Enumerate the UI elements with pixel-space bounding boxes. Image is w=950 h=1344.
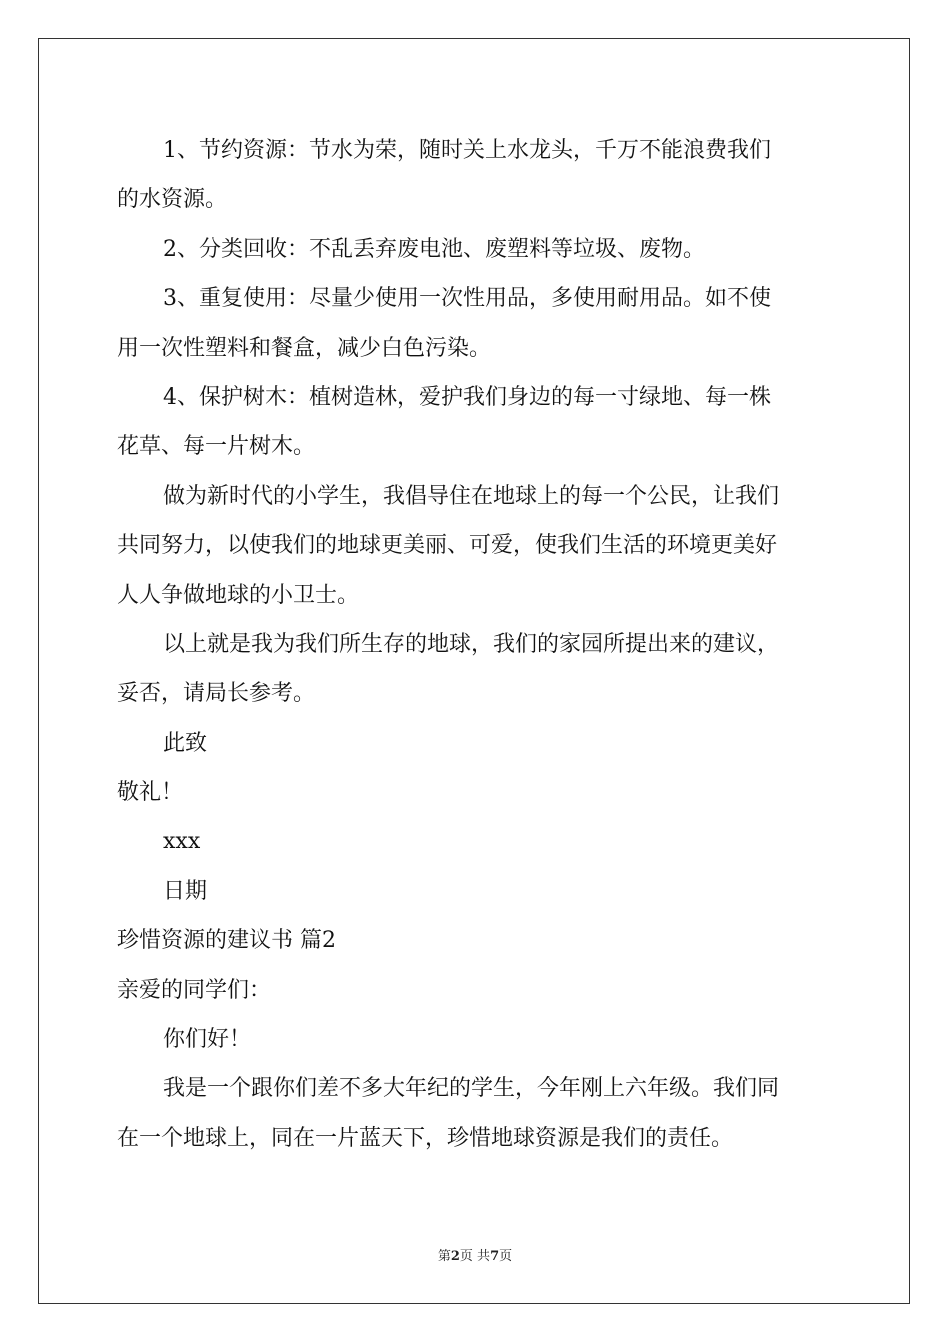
- paragraph-line: 人人争做地球的小卫士。: [117, 582, 360, 608]
- paragraph-line: 2、分类回收：不乱丢弃废电池、废塑料等垃圾、废物。: [163, 236, 705, 262]
- closing-salutation: 此致: [163, 730, 208, 756]
- greeting-hello: 你们好！: [163, 1027, 252, 1053]
- paragraph-line: 在一个地球上，同在一片蓝天下，珍惜地球资源是我们的责任。: [117, 1125, 734, 1151]
- paragraph-line: 用一次性塑料和餐盒，减少白色污染。: [117, 335, 492, 361]
- paragraph-line: 1、节约资源：节水为荣，随时关上水龙头，千万不能浪费我们: [163, 138, 771, 163]
- paragraph-line: 做为新时代的小学生，我倡导住在地球上的每一个公民，让我们: [163, 483, 780, 509]
- paragraph-line: 妥否，请局长参考。: [117, 681, 316, 707]
- signature-name: xxx: [163, 829, 201, 855]
- signature-date: 日期: [163, 878, 208, 904]
- page-prefix: 第: [437, 1249, 451, 1264]
- paragraph-line: 花草、每一片树木。: [117, 434, 316, 460]
- page-suffix: 页: [499, 1249, 513, 1264]
- section-heading: 珍惜资源的建议书 篇2: [117, 928, 336, 954]
- greeting: 亲爱的同学们：: [117, 977, 272, 1003]
- paragraph-line: 3、重复使用：尽量少使用一次性用品，多使用耐用品。如不使: [163, 286, 771, 312]
- document-body: [117, 126, 837, 1163]
- page-current: 2: [450, 1249, 460, 1264]
- paragraph-line: 共同努力，以使我们的地球更美丽、可爱，使我们生活的环境更美好: [117, 533, 778, 559]
- paragraph-line: 以上就是我为我们所生存的地球，我们的家园所提出来的建议，: [163, 631, 780, 657]
- page-mid: 页 共: [459, 1249, 491, 1264]
- page-number-footer: [0, 1245, 950, 1264]
- closing-regards: 敬礼！: [117, 780, 184, 806]
- paragraph-line: 我是一个跟你们差不多大年纪的学生，今年刚上六年级。我们同: [163, 1076, 780, 1102]
- page-total: 7: [490, 1249, 500, 1264]
- paragraph-line: 的水资源。: [117, 187, 228, 213]
- paragraph-line: 4、保护树木：植树造林，爱护我们身边的每一寸绿地、每一株: [163, 384, 771, 410]
